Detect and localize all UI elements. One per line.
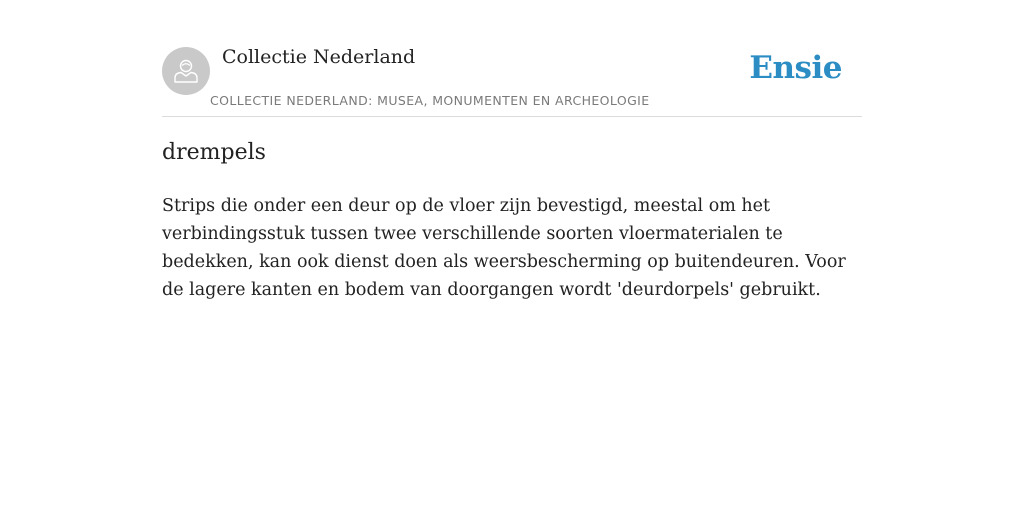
brand-logo[interactable]: Ensie [749, 50, 842, 86]
entry-term: drempels [162, 140, 266, 165]
collection-link[interactable]: COLLECTIE NEDERLAND: MUSEA, MONUMENTEN EN ARCHEOLOGIE [210, 93, 650, 108]
entry-header [162, 0, 862, 117]
author-name[interactable]: Collectie Nederland [222, 46, 416, 68]
entry-definition: Strips die onder een deur op de vloer zijn bevestigd, meestal om het verbindingsstuk tussen twee verschillende soorten vloermaterialen te bedekken, kan ook dienst doen als weersbescherming op buitendeuren. Voor de lagere kanten en bodem van doorgangen wordt 'deurdorpels' gebruikt. [162, 196, 846, 300]
avatar[interactable] [162, 47, 210, 95]
user-icon [171, 56, 201, 86]
